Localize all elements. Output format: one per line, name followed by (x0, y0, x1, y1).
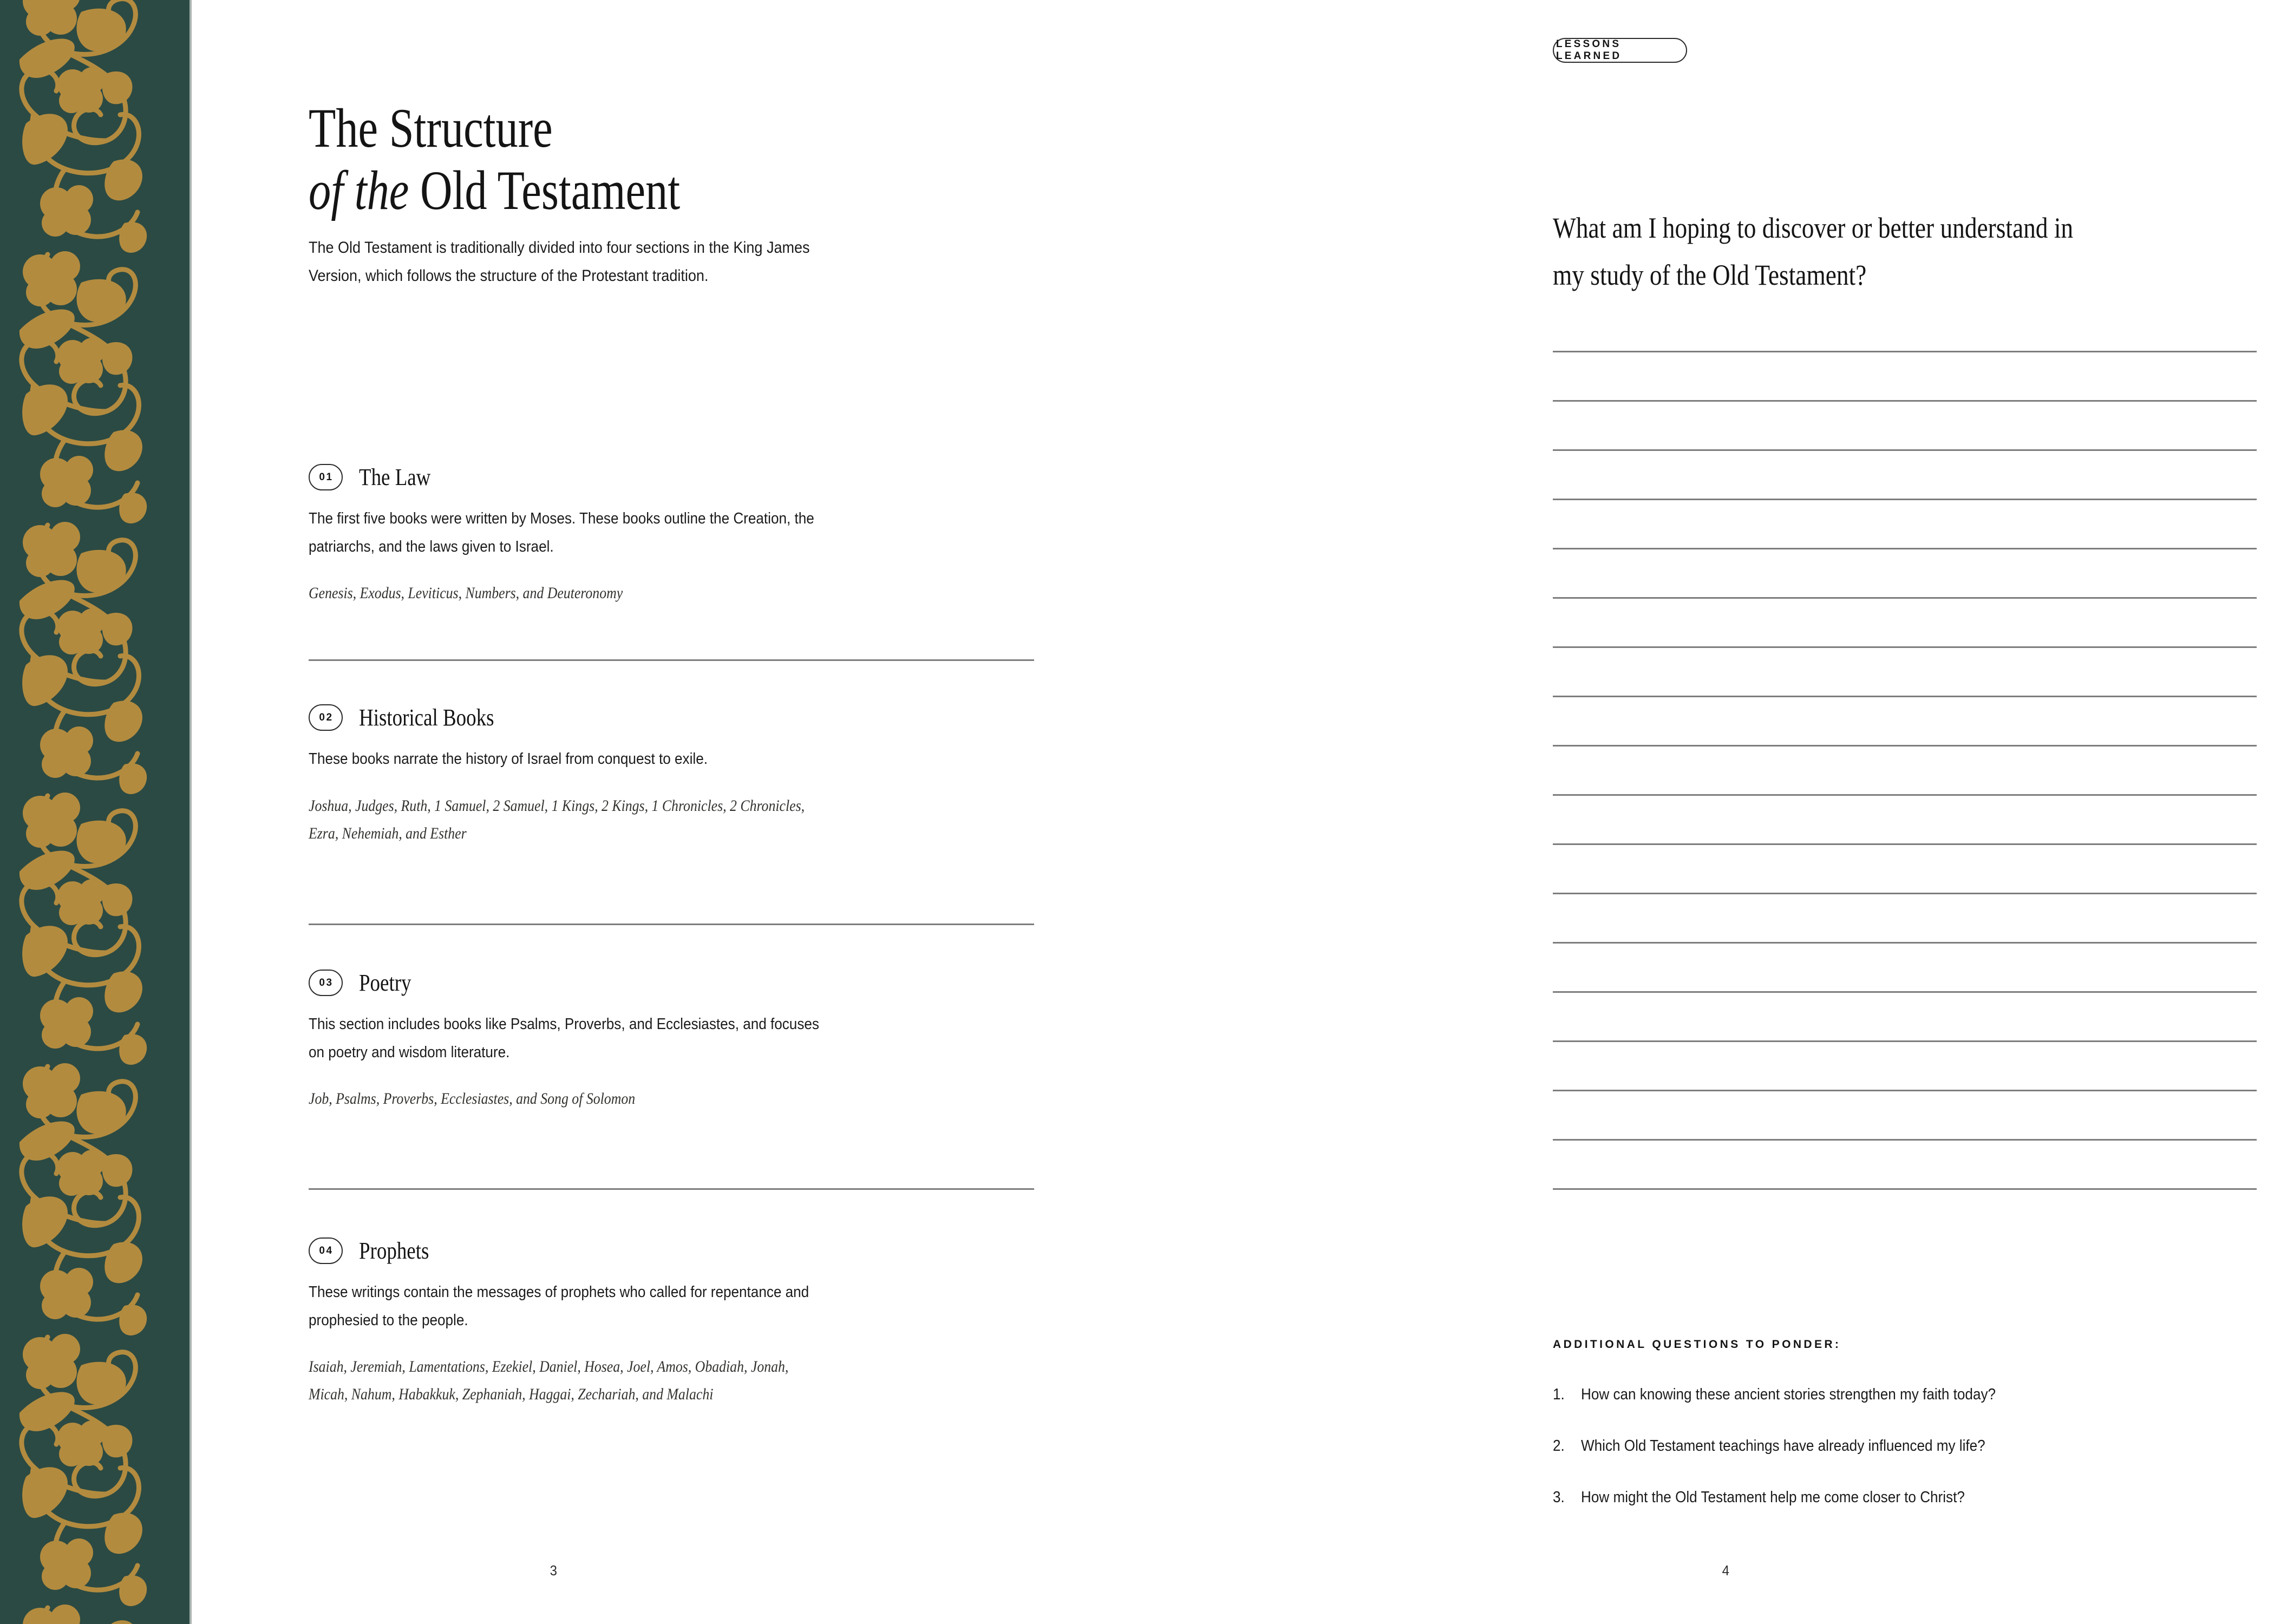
writing-line[interactable] (1553, 351, 2257, 352)
question-text: Which Old Testament teachings have already influenced my life? (1581, 1437, 1985, 1455)
section-04-body: These writings contain the messages of prophets who called for repentance and prophesied to the people. (309, 1284, 809, 1329)
section-02-books: Joshua, Judges, Ruth, 1 Samuel, 2 Samuel, 1 Kings, 2 Kings, 1 Chronicles, 2 Chronicles, Ezra, Nehemiah, and Esther (309, 796, 805, 842)
section-02 (309, 704, 1037, 847)
section-01-books: Genesis, Exodus, Leviticus, Numbers, and Deuteronomy (309, 584, 623, 603)
section-04-header (309, 1237, 1037, 1265)
section-divider-3 (309, 1188, 1034, 1190)
section-02-header (309, 704, 1037, 731)
question-number: 1. (1553, 1386, 1565, 1403)
question-number: 2. (1553, 1437, 1565, 1455)
section-03-body: This section includes books like Psalms, Proverbs, and Ecclesiastes, and focuses on poetry and wisdom literature. (309, 1016, 819, 1061)
section-divider-1 (309, 659, 1034, 661)
writing-lines-area[interactable] (1553, 351, 2257, 1190)
writing-line[interactable] (1553, 449, 2257, 451)
section-01-header (309, 463, 1037, 491)
decorative-border-panel (0, 0, 190, 1624)
writing-line[interactable] (1553, 893, 2257, 894)
right-page (1245, 0, 2274, 1624)
section-03-header (309, 969, 1037, 997)
writing-line[interactable] (1553, 1188, 2257, 1190)
intro-paragraph: The Old Testament is traditionally divided into four sections in the King James Version, which follows the structure of the Protestant tradition. (309, 239, 810, 285)
section-02-title: Historical Books (359, 704, 494, 731)
writing-line[interactable] (1553, 991, 2257, 993)
section-01-number-badge: 01 (309, 464, 343, 490)
writing-line[interactable] (1553, 843, 2257, 845)
section-03 (309, 969, 1037, 1112)
section-04 (309, 1237, 1037, 1408)
section-03-title: Poetry (359, 970, 411, 996)
section-02-body: These books narrate the history of Israel from conquest to exile. (309, 750, 708, 768)
title-text-emphasis: of the (309, 160, 409, 221)
page-number-right: 4 (1722, 1562, 1729, 1579)
writing-line[interactable] (1553, 597, 2257, 599)
title-text-primary: The Structure (309, 97, 553, 159)
page-title-line-1 (309, 95, 553, 163)
additional-questions-list (1553, 1386, 2257, 1507)
section-04-title: Prophets (359, 1237, 429, 1264)
section-02-number-badge: 02 (309, 704, 343, 731)
left-page (190, 0, 1245, 1624)
question-text: How can knowing these ancient stories strengthen my faith today? (1581, 1386, 1996, 1403)
writing-line[interactable] (1553, 1040, 2257, 1042)
question-item (1553, 1437, 2257, 1455)
lessons-learned-badge: LESSONS LEARNED (1553, 38, 1687, 63)
question-item (1553, 1386, 2257, 1404)
section-01-body: The first five books were written by Moses. These books outline the Creation, the patriarchs, and the laws given to Israel. (309, 510, 814, 555)
writing-line[interactable] (1553, 548, 2257, 549)
question-item (1553, 1489, 2257, 1507)
section-01-title: The Law (359, 464, 431, 490)
writing-line[interactable] (1553, 745, 2257, 746)
page-title-line-2 (309, 157, 680, 225)
title-text-secondary: Old Testament (420, 160, 681, 221)
section-divider-2 (309, 924, 1034, 925)
section-03-books: Job, Psalms, Proverbs, Ecclesiastes, and Song of Solomon (309, 1090, 636, 1108)
writing-line[interactable] (1553, 499, 2257, 500)
writing-line[interactable] (1553, 646, 2257, 648)
writing-line[interactable] (1553, 1139, 2257, 1141)
vine-ornament-icon (0, 0, 190, 1624)
reflection-prompt: What am I hoping to discover or better understand in my study of the Old Testament? (1553, 212, 2074, 292)
writing-line[interactable] (1553, 794, 2257, 796)
question-text: How might the Old Testament help me come closer to Christ? (1581, 1489, 1965, 1506)
page-number-left: 3 (550, 1562, 557, 1579)
writing-line[interactable] (1553, 696, 2257, 697)
section-03-number-badge: 03 (309, 970, 343, 996)
writing-line[interactable] (1553, 400, 2257, 402)
writing-line[interactable] (1553, 1090, 2257, 1091)
writing-line[interactable] (1553, 942, 2257, 944)
section-04-number-badge: 04 (309, 1237, 343, 1264)
question-number: 3. (1553, 1489, 1565, 1506)
section-01 (309, 463, 1037, 607)
additional-questions-heading: ADDITIONAL QUESTIONS TO PONDER: (1553, 1338, 1841, 1351)
section-04-books: Isaiah, Jeremiah, Lamentations, Ezekiel, Daniel, Hosea, Joel, Amos, Obadiah, Jonah, Micah, Nahum, Habakkuk, Zephaniah, Haggai, Zechariah, and Malachi (309, 1358, 789, 1404)
